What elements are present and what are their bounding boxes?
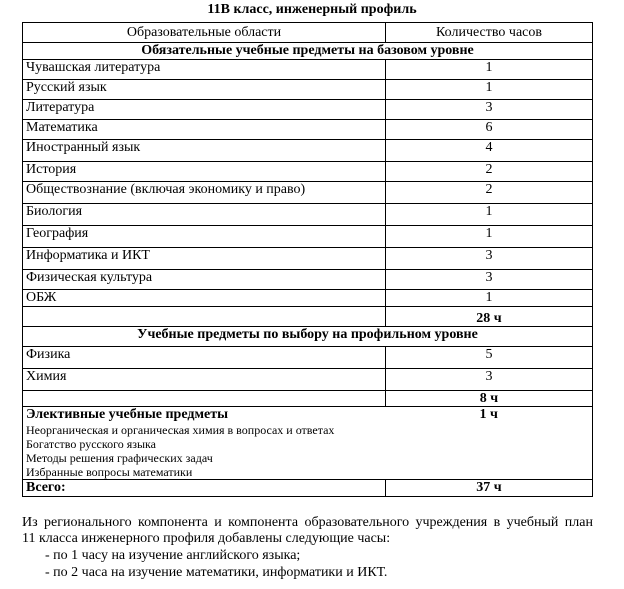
subtotal-empty-cell <box>23 307 386 327</box>
hours-cell: 1 <box>386 80 593 100</box>
subject-cell: География <box>23 226 386 248</box>
grand-total-label: Всего: <box>23 480 386 497</box>
table-row <box>23 290 593 307</box>
table-header-row <box>23 23 593 43</box>
hours-cell: 6 <box>386 120 593 140</box>
curriculum-table <box>22 22 593 497</box>
hours-cell: 3 <box>386 100 593 120</box>
hours-cell: 3 <box>386 270 593 290</box>
elective-item: Методы решения графических задач <box>26 451 213 465</box>
electives-cell <box>23 407 386 480</box>
table-row <box>23 162 593 182</box>
hours-cell: 4 <box>386 140 593 162</box>
page-title: 11В класс, инженерный профиль <box>207 2 417 17</box>
table-row <box>23 182 593 204</box>
subtotal-empty-cell <box>23 391 386 407</box>
section-title-row <box>23 43 593 60</box>
subject-cell: Обществознание (включая экономику и право) <box>23 182 386 204</box>
electives-hours: 1 ч <box>386 407 593 480</box>
subject-cell: Химия <box>23 369 386 391</box>
hours-cell: 2 <box>386 162 593 182</box>
hours-cell: 5 <box>386 347 593 369</box>
subject-cell: Биология <box>23 204 386 226</box>
table-row <box>23 140 593 162</box>
subtotal-row <box>23 307 593 327</box>
table-row <box>23 270 593 290</box>
subject-cell: Физическая культура <box>23 270 386 290</box>
table-row <box>23 248 593 270</box>
subject-cell: История <box>23 162 386 182</box>
subject-cell: ОБЖ <box>23 290 386 307</box>
table-row <box>23 60 593 80</box>
electives-row <box>23 407 593 480</box>
bullet-item: - по 2 часа на изучение математики, информатики и ИКТ. <box>45 565 388 580</box>
paragraph-line-1: Из регионального компонента и компонента образовательного учреждения в учебный план <box>22 515 593 530</box>
header-subject-area: Образовательные области <box>23 23 386 43</box>
grand-total-row <box>23 480 593 497</box>
subject-cell: Информатика и ИКТ <box>23 248 386 270</box>
section-title-profile: Учебные предметы по выбору на профильном уровне <box>23 327 593 347</box>
subject-cell: Чувашская литература <box>23 60 386 80</box>
subject-cell: Иностранный язык <box>23 140 386 162</box>
hours-cell: 3 <box>386 369 593 391</box>
hours-cell: 2 <box>386 182 593 204</box>
subtotal-row <box>23 391 593 407</box>
table-row <box>23 100 593 120</box>
section-title-row <box>23 327 593 347</box>
explanatory-paragraph <box>22 515 593 581</box>
hours-cell: 1 <box>386 290 593 307</box>
electives-title: Элективные учебные предметы <box>26 407 229 422</box>
hours-cell: 1 <box>386 60 593 80</box>
elective-item: Избранные вопросы математики <box>26 465 193 479</box>
hours-cell: 1 <box>386 204 593 226</box>
subject-cell: Русский язык <box>23 80 386 100</box>
paragraph-line-2: 11 класса инженерного профиля добавлены следующие часы: <box>22 531 391 546</box>
table-row <box>23 120 593 140</box>
elective-item: Неорганическая и органическая химия в вопросах и ответах <box>26 423 335 437</box>
subject-cell: Физика <box>23 347 386 369</box>
hours-cell: 1 <box>386 226 593 248</box>
table-row <box>23 80 593 100</box>
header-hours: Количество часов <box>386 23 593 43</box>
grand-total-value: 37 ч <box>386 480 593 497</box>
subject-cell: Математика <box>23 120 386 140</box>
table-row <box>23 226 593 248</box>
table-row <box>23 369 593 391</box>
subtotal-cell: 8 ч <box>386 391 593 407</box>
subtotal-cell: 28 ч <box>386 307 593 327</box>
hours-cell: 3 <box>386 248 593 270</box>
table-row <box>23 204 593 226</box>
section-title-base: Обязательные учебные предметы на базовом уровне <box>23 43 593 60</box>
elective-item: Богатство русского языка <box>26 437 157 451</box>
subject-cell: Литература <box>23 100 386 120</box>
bullet-item: - по 1 часу на изучение английского языка; <box>45 548 301 563</box>
table-row <box>23 347 593 369</box>
